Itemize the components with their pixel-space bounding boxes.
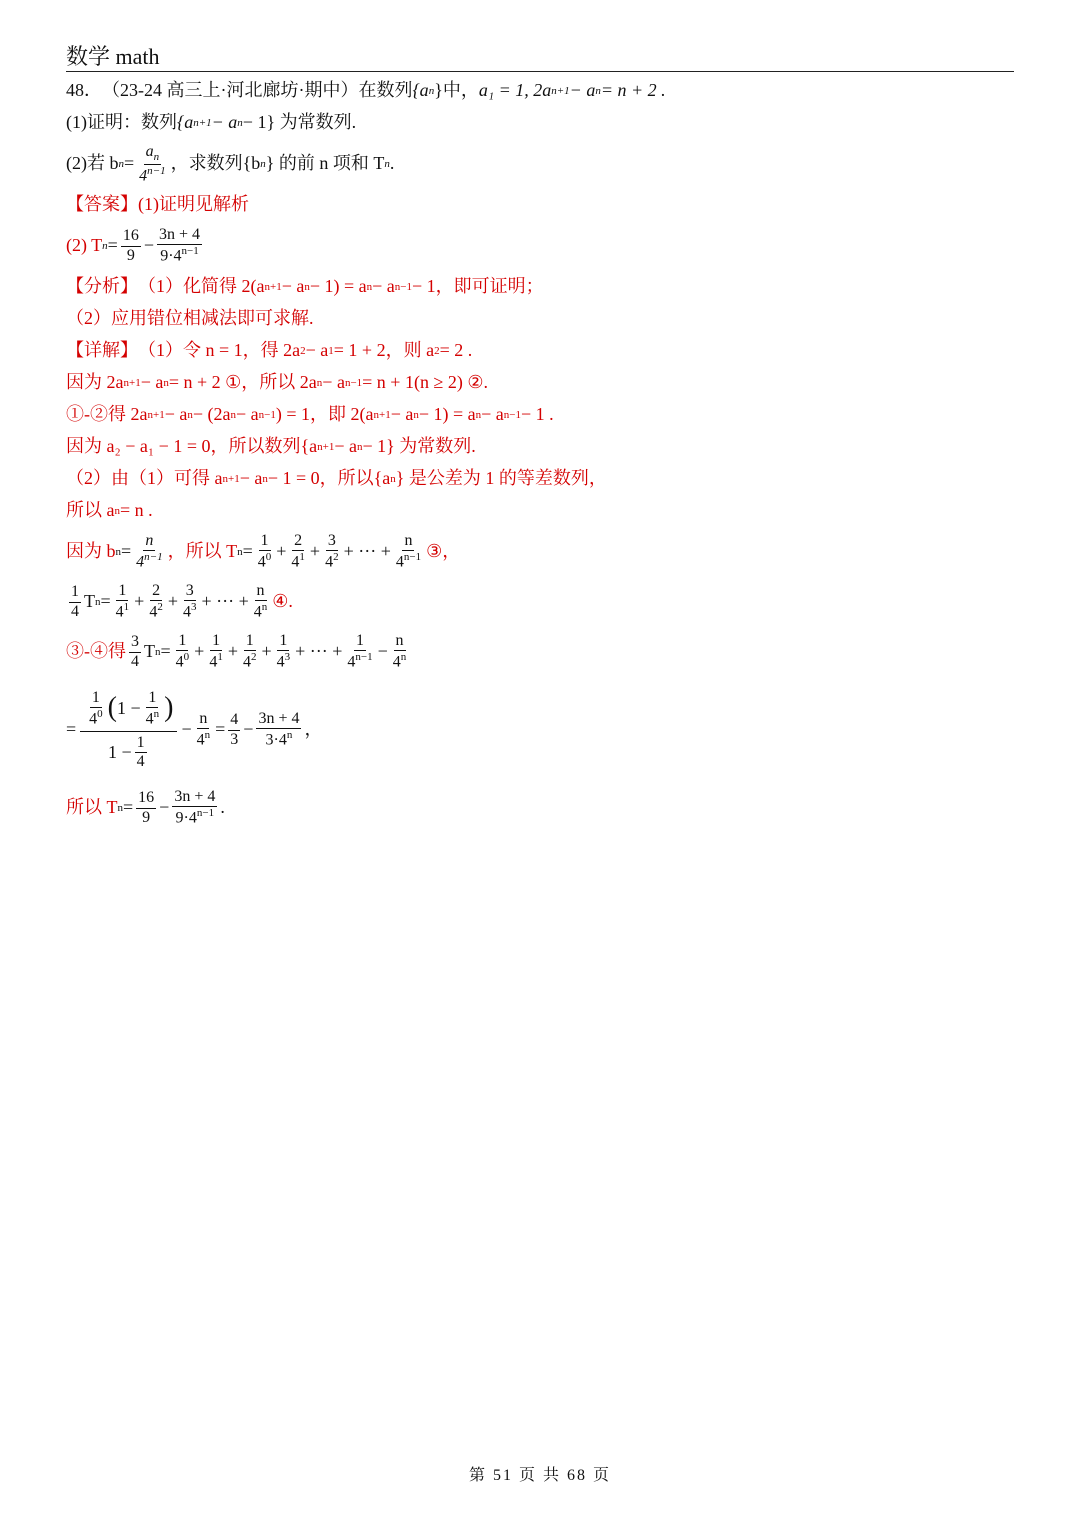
detail-line10: = $\frac{1}{4^0}$ ( 1 − $\frac{1}{4^n}$ ) 1 − $\frac{1}{4}$ − $\frac{n}{4^n}$ = $\frac{4}{3}$ − $\frac{3n + 4}{3\cdot 4^n}$ ， (66, 677, 1014, 783)
question-part2: (2)若 b n = $\frac{a_n}{4^{n-1}}$ ，求数列{b n } 的前 n 项和 T n . (66, 142, 395, 184)
geometric-sum-fraction: $\frac{1}{4^0}$ ( 1 − $\frac{1}{4^n}$ ) 1 − $\frac{1}{4}$ (80, 687, 177, 774)
answer-label: 【答案】 (66, 194, 138, 215)
part2-eq: = (124, 153, 135, 174)
document-body (66, 75, 1014, 833)
answer-part2-prefix: (2) T (66, 235, 103, 256)
analysis-line2: （2）应用错位相减法即可求解. (66, 308, 314, 329)
detail-line6: 所以 a n = n . (66, 500, 153, 521)
question-line: 48． （23-24 高三上·河北廊坊·期中）在数列 {a n } 中， a₁ = 1, 2a n+1 − a n = n + 2 . (66, 75, 1014, 107)
header-rule (66, 71, 1014, 72)
part2-end: } 的前 n 项和 T (265, 153, 385, 174)
part1-text: (1)证明：数列 (66, 112, 177, 133)
part1-end: − 1} 为常数列. (242, 112, 357, 133)
part2-final: . (389, 153, 395, 174)
given: a₁ = 1, 2a (478, 80, 552, 101)
detail-line2: 因为 2a n+1 − a n = n + 2 ①，所以 2a n − a n−1 = n + 1(n ≥ 2) ②. (66, 372, 488, 393)
question-number: 48． (66, 80, 102, 101)
detail-line8: $\frac{1}{4}$ T n = $\frac{1}{4^1}$ + $\frac{2}{4^2}$ + $\frac{3}{4^3}$ + ··· + $\frac{n}{4^n}$ ④. (71, 581, 293, 621)
detail-line11: 所以 T n = $\frac{16}{9}$ − $\frac{3n + 4}{9\cdot 4^{n-1}}$ . (66, 787, 225, 827)
detail-line9: ③-④得 $\frac{3}{4}$ T n = $\frac{1}{4^0}$ + $\frac{1}{4^1}$ + $\frac{1}{4^2}$ + $\frac{1}{4^3}$ + ··· + $\frac{1}{4^{n-1}}$ − $\frac{n}{4^n}$ (66, 631, 407, 671)
bn-fraction: $\frac{a_n}{4^{n-1}}$ (139, 142, 166, 184)
part2-prefix: (2)若 b (66, 153, 119, 174)
detail-line5: （2）由（1）可得 a n+1 − a n − 1 = 0，所以{a n } 是公差为 1 的等差数列， (66, 468, 607, 489)
given-tail: − a (569, 80, 596, 101)
answer-line (66, 189, 1014, 221)
detail-line3: ①-②得 2a n+1 − a n − (2a n − a n−1 ) = 1，即 2(a n+1 − a n − 1) = a n − a n−1 − 1 . (66, 404, 554, 425)
detail-line4: 因为 a₂ − a₁ − 1 = 0，所以数列{a n+1 − a n − 1} 为常数列. (66, 436, 476, 457)
part1-tail: − a (211, 112, 238, 133)
question-source: （23-24 高三上·河北廊坊·期中）在数列 (102, 80, 413, 101)
page-footer: 第 51 页 共 68 页 (468, 1467, 611, 1484)
analysis-line1: 【分析】 （1）化简得 2(a n+1 − a n − 1) = a n − a n−1 − 1，即可证明； (66, 271, 1014, 303)
seq-name: {a (412, 80, 429, 101)
analysis-label: 【分析】 (66, 276, 138, 297)
detail-line1: 【详解】 （1）令 n = 1，得 2a 2 − a 1 = 1 + 2，则 a 2 = 2 . (66, 335, 1014, 367)
detail-label: 【详解】 (66, 340, 138, 361)
detail-line7: 因为 b n = $\frac{n}{4^{n-1}}$ ，所以 T n = $\frac{1}{4^0}$ + $\frac{2}{4^1}$ + $\frac{3}{4^2}$ + ··· + $\frac{n}{4^{n-1}}$ ③， (66, 531, 461, 571)
answer-part2: (2) T n = $\frac{16}{9}$ − $\frac{3n + 4}{9\cdot 4^{n-1}}$ (66, 225, 201, 265)
part2-tail: ，求数列{b (170, 153, 261, 174)
part1-seq: {a (177, 112, 194, 133)
question-part1: (1)证明：数列 {a n+1 − a n − 1} 为常数列. (66, 107, 1014, 139)
page-header: 数学 math (66, 44, 160, 69)
intro-tail: 中， (442, 80, 479, 101)
given-end: = n + 2 . (600, 80, 666, 101)
answer-part1: (1)证明见解析 (138, 194, 249, 215)
